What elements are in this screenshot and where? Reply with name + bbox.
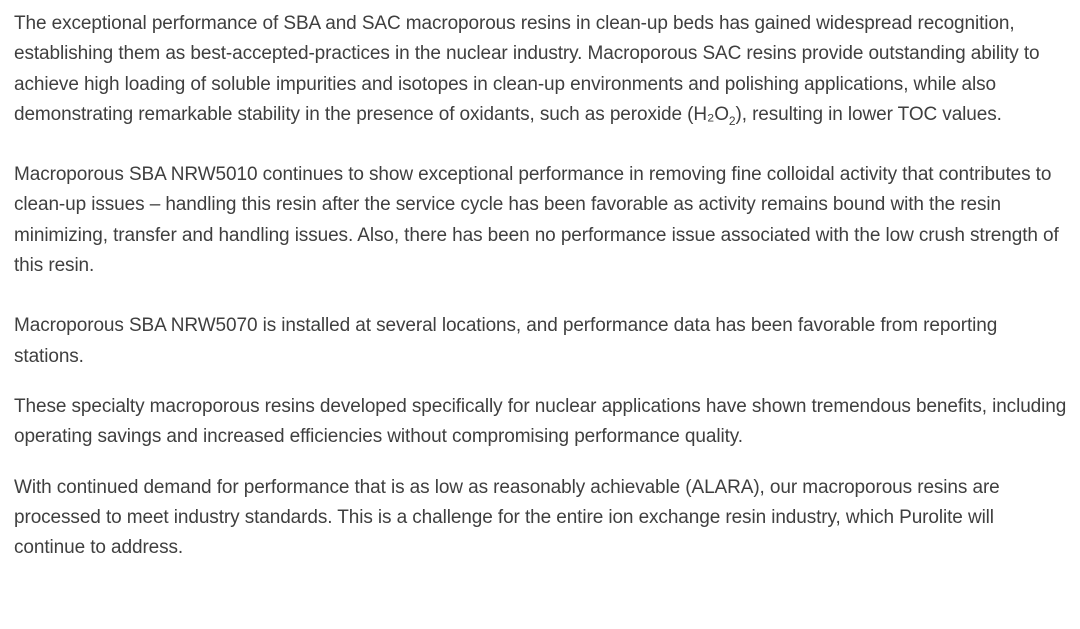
article-body [14,9,1070,563]
subscript: 2 [728,113,736,128]
paragraph-nrw5010: Macroporous SBA NRW5010 continues to show exceptional performance in removing fine colloidal activity that contributes to clean-up issues – handling this resin after the service cycle has been favorable as activity remains bound with the resin minimizing, transfer and handling issues. Also, there has been no performance issue associated with the low crush strength of this resin. [14,164,1059,277]
paragraph-text: ), resulting in lower TOC values. [735,103,1002,125]
paragraph-nrw5070: Macroporous SBA NRW5070 is installed at several locations, and performance data has been favorable from reporting stations. [14,315,998,367]
paragraph-resin-performance [14,9,1070,130]
paragraph-benefits: These specialty macroporous resins developed specifically for nuclear applications have shown tremendous benefits, including operating savings and increased efficiencies without compromising performance quality. [14,395,1067,448]
paragraph-alara: With continued demand for performance that is as low as reasonably achievable (ALARA), our macroporous resins are processed to meet industry standards. This is a challenge for the entire ion exchange resin industry, which Purolite will continue to address. [14,476,1000,559]
paragraph-text: The exceptional performance of SBA and SAC macroporous resins in clean-up beds has gained widespread recognition, establishing them as best-accepted-practices in the nuclear industry. Macroporous SAC resins provide outstanding ability to achieve high loading of soluble impurities and isotopes in clean-up environments and polishing applications, while also demonstrating remarkable stability in the presence of oxidants, such as peroxide (H₂O [14,13,1040,125]
